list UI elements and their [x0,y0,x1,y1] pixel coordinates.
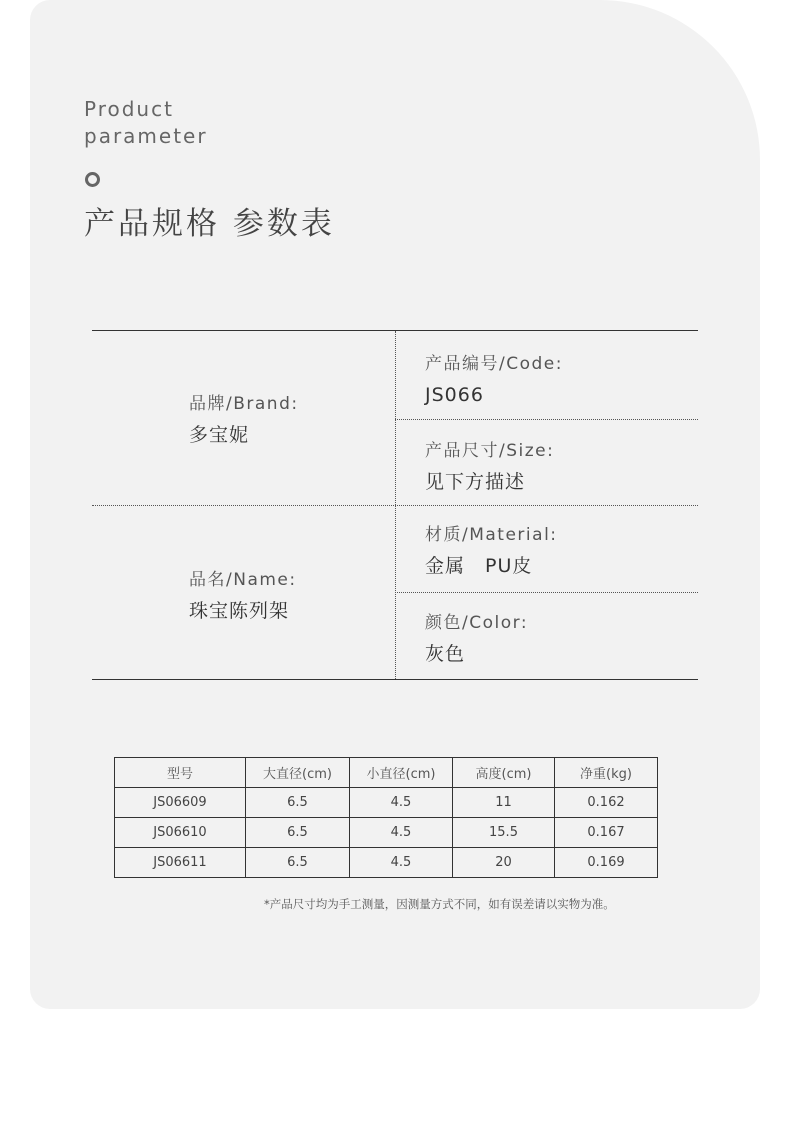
table-cell: 0.162 [555,788,658,818]
table-row [115,788,658,818]
brand-label: 品牌/Brand: [189,394,299,414]
page-title: 产品规格 参数表 [84,206,335,242]
size-value: 见下方描述 [425,471,526,493]
row-divider [92,505,698,506]
column-header: 型号 [115,758,246,788]
size-table [114,757,658,878]
column-header: 小直径(cm) [350,758,453,788]
table-cell: JS06610 [115,818,246,848]
name-label: 品名/Name: [189,570,297,590]
eyebrow-line-2: parameter [84,124,208,148]
table-cell: 4.5 [350,788,453,818]
circle-bullet-icon [85,172,100,187]
material-cell [425,524,558,579]
size-label: 产品尺寸/Size: [425,441,555,461]
table-cell: 6.5 [246,818,350,848]
column-header: 净重(kg) [555,758,658,788]
color-cell [425,612,528,667]
name-value: 珠宝陈列架 [189,600,290,622]
color-label: 颜色/Color: [425,613,529,633]
table-cell: 20 [453,848,555,878]
table-cell: 0.167 [555,818,658,848]
brand-value: 多宝妮 [189,424,250,446]
size-cell [425,440,554,495]
section-eyebrow [84,96,208,150]
name-cell [189,569,297,624]
table-cell: 6.5 [246,848,350,878]
cell-divider [395,419,698,420]
table-cell: JS06611 [115,848,246,878]
brand-cell [189,393,299,448]
color-value: 灰色 [425,643,466,665]
table-cell: JS06609 [115,788,246,818]
material-label: 材质/Material: [425,525,558,545]
material-value: 金属 PU皮 [425,555,533,577]
measurement-note: *产品尺寸均为手工测量，因测量方式不同，如有误差请以实物为准。 [264,897,615,911]
column-header: 高度(cm) [453,758,555,788]
code-cell [425,353,563,408]
table-cell: 4.5 [350,818,453,848]
table-cell: 0.169 [555,848,658,878]
table-cell: 11 [453,788,555,818]
cell-divider [395,592,698,593]
eyebrow-line-1: Product [84,97,174,121]
code-value: JS066 [425,384,484,406]
table-row [115,818,658,848]
table-row [115,848,658,878]
column-header: 大直径(cm) [246,758,350,788]
table-cell: 4.5 [350,848,453,878]
parameter-grid [92,330,698,680]
table-cell: 15.5 [453,818,555,848]
code-label: 产品编号/Code: [425,354,563,374]
table-header-row [115,758,658,788]
table-cell: 6.5 [246,788,350,818]
